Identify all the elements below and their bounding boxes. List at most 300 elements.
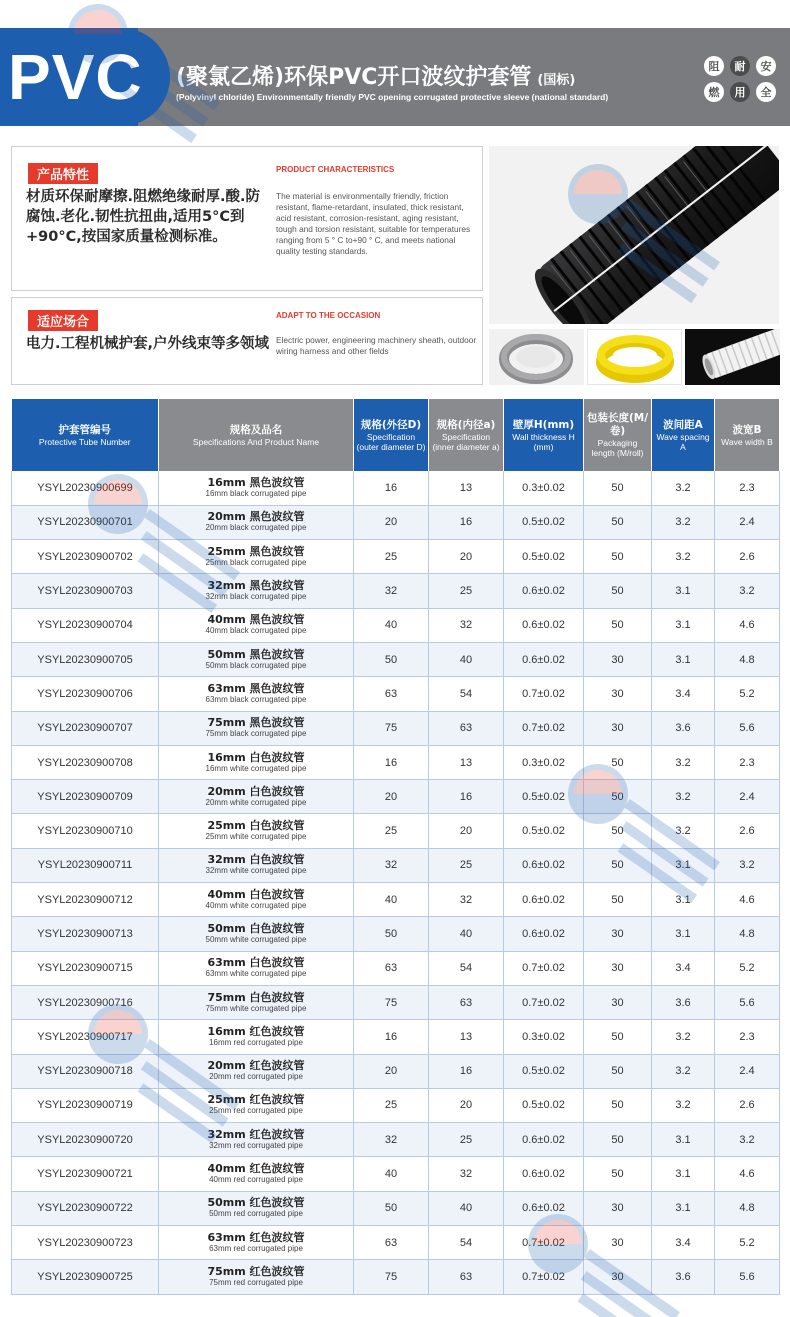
cell-spec-name [159,1020,354,1054]
cell-outer-diameter: 75 [354,985,429,1019]
cell-wall-thickness: 0.5±0.02 [504,505,584,539]
cell-wave-spacing: 3.4 [652,1226,715,1260]
product-thumb-gray-coil [489,329,584,385]
spec-name-cn: 32mm 黑色波纹管 [207,579,305,593]
cell-code: YSYL20230900716 [12,985,159,1019]
spec-name-en: 32mm white corrugated pipe [205,866,307,876]
cell-code: YSYL20230900719 [12,1088,159,1122]
spec-name-en: 25mm black corrugated pipe [205,557,307,567]
cell-code: YSYL20230900711 [12,848,159,882]
cell-wall-thickness: 0.7±0.02 [504,1226,584,1260]
spec-name-en: 63mm black corrugated pipe [205,694,307,704]
table-row [12,642,780,676]
spec-name-en: 32mm red corrugated pipe [209,1140,303,1150]
cell-inner-diameter: 13 [429,471,504,505]
cell-outer-diameter: 40 [354,608,429,642]
cell-wall-thickness: 0.6±0.02 [504,608,584,642]
col-header-outer-diameter: 规格(外径D) Specification (outer diameter D) [354,399,429,471]
cell-wave-width: 4.6 [715,883,780,917]
cell-wave-spacing: 3.2 [652,1020,715,1054]
spec-name-cn: 63mm 黑色波纹管 [207,681,305,695]
cell-inner-diameter: 25 [429,848,504,882]
cell-outer-diameter: 32 [354,1123,429,1157]
cell-packaging: 30 [584,985,652,1019]
cell-inner-diameter: 25 [429,1123,504,1157]
cell-spec-name [159,917,354,951]
table-row [12,471,780,505]
cell-wave-width: 2.6 [715,1088,780,1122]
cell-code: YSYL20230900705 [12,642,159,676]
cell-wall-thickness: 0.6±0.02 [504,848,584,882]
cell-wave-spacing: 3.6 [652,985,715,1019]
spec-name-cn: 20mm 红色波纹管 [207,1059,305,1073]
cell-code: YSYL20230900723 [12,1226,159,1260]
cell-spec-name [159,677,354,711]
characteristics-box [11,146,483,291]
characteristics-en-heading: PRODUCT CHARACTERISTICS [276,165,395,174]
characteristics-en-text: The material is environmentally friendly, friction resistant, flame-retardant, insulated, thick resistant, acid resistant, corrosion-resistant, aging resistant, tough and torsion resistant, suitable for temperatures ranging from 5 ° C to+90 ° C, and meets national quality testing standards. [276,191,471,256]
col-header-spec-name: 规格及品名 Specifications And Product Name [159,399,354,471]
cell-wave-spacing: 3.2 [652,780,715,814]
cell-wave-width: 4.8 [715,642,780,676]
cell-spec-name [159,951,354,985]
cell-wall-thickness: 0.5±0.02 [504,1088,584,1122]
cell-wave-spacing: 3.4 [652,951,715,985]
cell-wave-width: 2.4 [715,780,780,814]
spec-name-cn: 40mm 黑色波纹管 [207,613,305,627]
cell-spec-name [159,1191,354,1225]
cell-wall-thickness: 0.6±0.02 [504,574,584,608]
cell-inner-diameter: 25 [429,574,504,608]
cell-spec-name [159,1157,354,1191]
cell-wall-thickness: 0.6±0.02 [504,1123,584,1157]
table-row [12,677,780,711]
cell-spec-name [159,745,354,779]
cell-wave-spacing: 3.4 [652,677,715,711]
spec-name-cn: 25mm 黑色波纹管 [207,544,305,558]
col-header-wall-thickness: 壁厚H(mm) Wall thickness H (mm) [504,399,584,471]
cell-wall-thickness: 0.7±0.02 [504,677,584,711]
cell-packaging: 50 [584,883,652,917]
header-top-strip [0,0,790,28]
cell-inner-diameter: 13 [429,745,504,779]
table-row [12,780,780,814]
cell-outer-diameter: 50 [354,1191,429,1225]
cell-packaging: 50 [584,540,652,574]
col-header-wave-width: 波宽B Wave width B [715,399,780,471]
cell-packaging: 50 [584,814,652,848]
cell-outer-diameter: 63 [354,1226,429,1260]
cell-outer-diameter: 25 [354,540,429,574]
cell-outer-diameter: 32 [354,848,429,882]
cell-wave-spacing: 3.1 [652,642,715,676]
cell-inner-diameter: 20 [429,814,504,848]
cell-wave-width: 4.6 [715,1157,780,1191]
cell-inner-diameter: 63 [429,1260,504,1294]
cell-wave-width: 5.6 [715,1260,780,1294]
cell-wall-thickness: 0.7±0.02 [504,1260,584,1294]
cell-wave-width: 3.2 [715,1123,780,1157]
cell-wave-width: 5.2 [715,951,780,985]
cell-code: YSYL20230900720 [12,1123,159,1157]
badge-resist: 耐 [730,56,750,76]
page-title [176,60,575,91]
spec-name-cn: 40mm 白色波纹管 [207,887,305,901]
table-row [12,540,780,574]
cell-spec-name [159,574,354,608]
cell-packaging: 50 [584,1088,652,1122]
cell-wave-width: 3.2 [715,574,780,608]
spec-name-en: 20mm white corrugated pipe [205,797,307,807]
cell-packaging: 50 [584,848,652,882]
cell-packaging: 50 [584,745,652,779]
cell-inner-diameter: 16 [429,505,504,539]
cell-wave-spacing: 3.2 [652,505,715,539]
cell-spec-name [159,505,354,539]
cell-packaging: 50 [584,1020,652,1054]
cell-outer-diameter: 50 [354,642,429,676]
cell-packaging: 30 [584,677,652,711]
cell-spec-name [159,848,354,882]
occasion-en-heading: ADAPT TO THE OCCASION [276,311,381,320]
cell-wave-width: 5.6 [715,711,780,745]
cell-wave-spacing: 3.2 [652,745,715,779]
table-row [12,1020,780,1054]
cell-code: YSYL20230900702 [12,540,159,574]
cell-outer-diameter: 20 [354,780,429,814]
cell-spec-name [159,1226,354,1260]
table-row [12,574,780,608]
spec-name-cn: 40mm 红色波纹管 [207,1162,305,1176]
cell-wave-width: 4.8 [715,1191,780,1225]
cell-code: YSYL20230900707 [12,711,159,745]
cell-wall-thickness: 0.7±0.02 [504,711,584,745]
cell-packaging: 30 [584,1226,652,1260]
cell-outer-diameter: 40 [354,883,429,917]
table-row [12,951,780,985]
cell-wave-spacing: 3.1 [652,917,715,951]
cell-inner-diameter: 54 [429,951,504,985]
table-row [12,745,780,779]
cell-outer-diameter: 16 [354,471,429,505]
cell-wall-thickness: 0.7±0.02 [504,985,584,1019]
cell-code: YSYL20230900710 [12,814,159,848]
cell-code: YSYL20230900706 [12,677,159,711]
spec-name-cn: 50mm 白色波纹管 [207,922,305,935]
cell-packaging: 50 [584,505,652,539]
cell-code: YSYL20230900715 [12,951,159,985]
table-row [12,711,780,745]
spec-name-cn: 63mm 红色波纹管 [207,1230,305,1244]
cell-spec-name [159,780,354,814]
col-header-code: 护套管编号 Protective Tube Number [12,399,159,471]
col-header-inner-diameter: 规格(内径a) Specification (inner diameter a) [429,399,504,471]
spec-name-cn: 50mm 红色波纹管 [207,1196,305,1210]
cell-code: YSYL20230900703 [12,574,159,608]
cell-spec-name [159,1260,354,1294]
cell-wave-spacing: 3.2 [652,1088,715,1122]
cell-wall-thickness: 0.6±0.02 [504,917,584,951]
table-header-row [12,399,780,471]
cell-outer-diameter: 75 [354,711,429,745]
cell-wall-thickness: 0.5±0.02 [504,814,584,848]
badge-use: 用 [730,82,750,102]
cell-wave-width: 4.8 [715,917,780,951]
spec-name-en: 50mm white corrugated pipe [205,935,307,944]
cell-wall-thickness: 0.6±0.02 [504,1157,584,1191]
title-tag: (国标) [537,73,576,88]
characteristics-cn-text: 材质环保耐摩擦.阻燃绝缘耐厚.酸.防腐蚀.老化.韧性抗扭曲,适用5°C到+90°C,按国家质量检测标准。 [26,189,261,245]
cell-wave-spacing: 3.6 [652,1260,715,1294]
cell-inner-diameter: 63 [429,985,504,1019]
cell-wall-thickness: 0.3±0.02 [504,1020,584,1054]
spec-name-en: 16mm black corrugated pipe [205,488,307,498]
cell-spec-name [159,608,354,642]
cell-inner-diameter: 16 [429,780,504,814]
cell-outer-diameter: 16 [354,745,429,779]
table-row [12,1157,780,1191]
cell-inner-diameter: 63 [429,711,504,745]
cell-wave-spacing: 3.1 [652,574,715,608]
cell-wall-thickness: 0.6±0.02 [504,883,584,917]
cell-outer-diameter: 50 [354,917,429,951]
cell-wall-thickness: 0.5±0.02 [504,540,584,574]
cell-code: YSYL20230900722 [12,1191,159,1225]
badge-flame: 阻 [704,56,724,76]
cell-spec-name [159,642,354,676]
cell-wave-width: 2.4 [715,1054,780,1088]
cell-wall-thickness: 0.6±0.02 [504,642,584,676]
cell-packaging: 30 [584,1191,652,1225]
spec-name-en: 50mm black corrugated pipe [205,660,307,670]
table-row [12,1260,780,1294]
cell-outer-diameter: 25 [354,1088,429,1122]
cell-wave-width: 2.6 [715,540,780,574]
pvc-label: PVC [8,41,143,113]
cell-outer-diameter: 16 [354,1020,429,1054]
spec-table [11,399,780,1295]
cell-packaging: 50 [584,780,652,814]
page-title-text: (聚氯乙烯)环保PVC开口波纹护套管 [176,65,532,90]
cell-code: YSYL20230900708 [12,745,159,779]
spec-name-en: 50mm red corrugated pipe [209,1209,303,1219]
cell-wave-width: 5.6 [715,985,780,1019]
cell-packaging: 50 [584,1123,652,1157]
cell-wave-width: 2.3 [715,745,780,779]
cell-packaging: 50 [584,1054,652,1088]
cell-code: YSYL20230900718 [12,1054,159,1088]
cell-packaging: 50 [584,574,652,608]
cell-spec-name [159,711,354,745]
cell-packaging: 30 [584,1260,652,1294]
characteristics-label: 产品特性 [28,163,98,184]
spec-name-cn: 25mm 白色波纹管 [207,819,305,833]
table-row [12,883,780,917]
cell-inner-diameter: 20 [429,1088,504,1122]
cell-wall-thickness: 0.7±0.02 [504,951,584,985]
cell-packaging: 30 [584,642,652,676]
spec-name-en: 32mm black corrugated pipe [205,592,307,602]
spec-name-cn: 16mm 白色波纹管 [207,750,305,764]
occasion-label: 适应场合 [28,310,98,331]
spec-name-cn: 50mm 黑色波纹管 [207,647,305,661]
cell-inner-diameter: 13 [429,1020,504,1054]
badge-safe: 安 [756,56,776,76]
cell-code: YSYL20230900709 [12,780,159,814]
cell-packaging: 50 [584,608,652,642]
spec-name-cn: 16mm 红色波纹管 [207,1024,305,1038]
cell-wave-width: 3.2 [715,848,780,882]
spec-name-cn: 75mm 白色波纹管 [207,990,305,1004]
table-row [12,1054,780,1088]
occasion-box [11,297,483,385]
spec-name-cn: 20mm 黑色波纹管 [207,510,305,524]
cell-spec-name [159,1123,354,1157]
cell-wave-spacing: 3.2 [652,471,715,505]
spec-name-en: 40mm black corrugated pipe [205,626,307,636]
occasion-en-text: Electric power, engineering machinery sheath, outdoor wiring harness and other fields [276,335,477,356]
cell-spec-name [159,814,354,848]
table-row [12,814,780,848]
cell-outer-diameter: 40 [354,1157,429,1191]
spec-name-cn: 75mm 红色波纹管 [207,1264,305,1278]
cell-inner-diameter: 40 [429,642,504,676]
spec-name-en: 25mm red corrugated pipe [209,1106,303,1116]
cell-outer-diameter: 75 [354,1260,429,1294]
spec-name-cn: 32mm 红色波纹管 [207,1127,305,1141]
cell-wave-spacing: 3.1 [652,1191,715,1225]
cell-wall-thickness: 0.3±0.02 [504,745,584,779]
page-header [0,0,790,126]
table-row [12,608,780,642]
cell-wave-spacing: 3.1 [652,1157,715,1191]
cell-packaging: 30 [584,711,652,745]
cell-inner-diameter: 32 [429,1157,504,1191]
cell-packaging: 30 [584,917,652,951]
cell-wave-spacing: 3.1 [652,1123,715,1157]
table-row [12,848,780,882]
cell-code: YSYL20230900713 [12,917,159,951]
cell-code: YSYL20230900699 [12,471,159,505]
spec-name-en: 16mm red corrugated pipe [209,1037,303,1047]
cell-wall-thickness: 0.3±0.02 [504,471,584,505]
spec-name-en: 75mm red corrugated pipe [209,1277,303,1287]
table-row [12,1226,780,1260]
cell-code: YSYL20230900717 [12,1020,159,1054]
cell-spec-name [159,883,354,917]
product-thumb-white-pipe [685,329,780,385]
cell-spec-name [159,540,354,574]
product-thumb-yellow-coil [587,329,682,385]
cell-packaging: 30 [584,951,652,985]
cell-inner-diameter: 20 [429,540,504,574]
cell-inner-diameter: 16 [429,1054,504,1088]
cell-inner-diameter: 32 [429,883,504,917]
cell-spec-name [159,1088,354,1122]
spec-name-en: 63mm red corrugated pipe [209,1243,303,1253]
table-row [12,505,780,539]
cell-packaging: 50 [584,1157,652,1191]
cell-wave-width: 2.4 [715,505,780,539]
cell-wave-width: 2.3 [715,471,780,505]
cell-outer-diameter: 32 [354,574,429,608]
col-header-wave-spacing: 波间距A Wave spacing A [652,399,715,471]
cell-packaging: 50 [584,471,652,505]
cell-wave-spacing: 3.6 [652,711,715,745]
col-header-packaging: 包装长度(M/卷) Packaging length (M/roll) [584,399,652,471]
spec-name-cn: 16mm 黑色波纹管 [207,475,305,489]
table-row [12,917,780,951]
spec-name-en: 75mm white corrugated pipe [205,1003,307,1013]
spec-name-cn: 63mm 白色波纹管 [207,956,305,970]
cell-inner-diameter: 54 [429,677,504,711]
cell-wave-spacing: 3.2 [652,814,715,848]
spec-name-en: 20mm black corrugated pipe [205,523,307,533]
spec-name-en: 25mm white corrugated pipe [205,832,307,842]
product-photo-black-pipe [489,146,779,324]
table-body [12,471,780,1294]
cell-wave-width: 2.6 [715,814,780,848]
cell-code: YSYL20230900725 [12,1260,159,1294]
cell-outer-diameter: 20 [354,505,429,539]
cell-outer-diameter: 25 [354,814,429,848]
feature-badges [704,56,784,102]
cell-outer-diameter: 63 [354,951,429,985]
cell-wave-width: 4.6 [715,608,780,642]
spec-name-cn: 75mm 黑色波纹管 [207,716,305,730]
spec-name-en: 40mm white corrugated pipe [205,900,307,910]
cell-code: YSYL20230900701 [12,505,159,539]
cell-wave-spacing: 3.1 [652,848,715,882]
cell-wall-thickness: 0.6±0.02 [504,1191,584,1225]
cell-wave-width: 5.2 [715,677,780,711]
table-row [12,1191,780,1225]
cell-wave-width: 2.3 [715,1020,780,1054]
cell-spec-name [159,1054,354,1088]
table-row [12,1088,780,1122]
spec-name-en: 40mm red corrugated pipe [209,1175,303,1185]
cell-code: YSYL20230900704 [12,608,159,642]
page-subtitle-en: (Polyvinyl chloride) Environmentally friendly PVC opening corrugated protective sleeve (national standard) [176,92,609,102]
cell-wave-spacing: 3.1 [652,608,715,642]
table-row [12,985,780,1019]
cell-wave-width: 5.2 [715,1226,780,1260]
table-row [12,1123,780,1157]
spec-name-en: 63mm white corrugated pipe [205,969,307,979]
spec-name-en: 75mm black corrugated pipe [205,729,307,739]
cell-code: YSYL20230900721 [12,1157,159,1191]
occasion-cn-text: 电力.工程机械护套,户外线束等多领域 [26,336,270,352]
spec-name-cn: 25mm 红色波纹管 [207,1093,305,1107]
badge-burn: 燃 [704,82,724,102]
cell-wave-spacing: 3.1 [652,883,715,917]
cell-inner-diameter: 40 [429,1191,504,1225]
cell-inner-diameter: 54 [429,1226,504,1260]
cell-spec-name [159,985,354,1019]
cell-wall-thickness: 0.5±0.02 [504,780,584,814]
cell-outer-diameter: 63 [354,677,429,711]
spec-name-cn: 32mm 白色波纹管 [207,853,305,867]
spec-name-en: 20mm red corrugated pipe [209,1072,303,1082]
cell-inner-diameter: 40 [429,917,504,951]
cell-wall-thickness: 0.5±0.02 [504,1054,584,1088]
cell-inner-diameter: 32 [429,608,504,642]
spec-name-en: 16mm white corrugated pipe [205,763,307,773]
cell-spec-name [159,471,354,505]
cell-wave-spacing: 3.2 [652,1054,715,1088]
spec-name-cn: 20mm 白色波纹管 [207,784,305,798]
badge-full: 全 [756,82,776,102]
